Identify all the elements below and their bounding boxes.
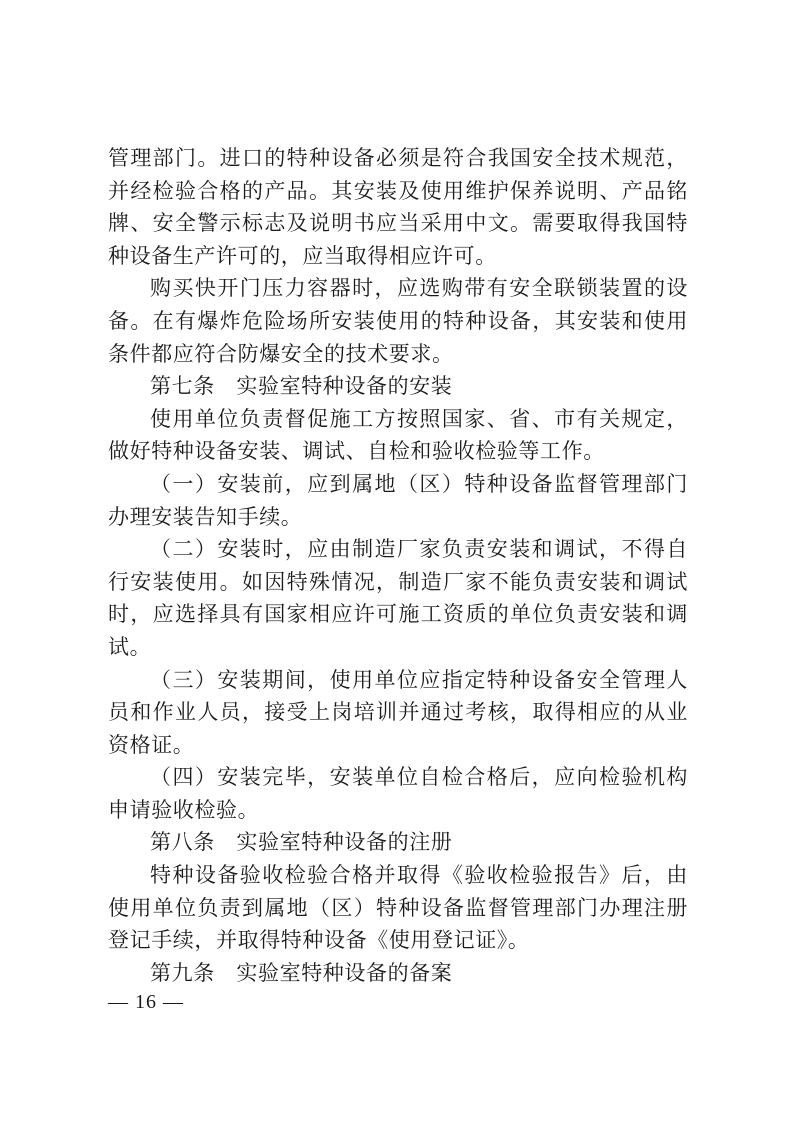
article-7-item-4: （四）安装完毕，安装单位自检合格后，应向检验机构申请验收检验。 [108,765,688,822]
article-7-item-3: （三）安装期间，使用单位应指定特种设备安全管理人员和作业人员，接受上岗培训并通过考核，取得相应的从业资格证。 [108,667,688,757]
paragraph-continuation: 管理部门。进口的特种设备必须是符合我国安全技术规范，并经检验合格的产品。其安装及使用维护保养说明、产品铭牌、安全警示标志及说明书应当采用中文。需要取得我国特种设备生产许可的，应当取得相应许可。 [108,146,688,268]
page-number: — 16 — [108,991,184,1013]
article-7-item-1: （一）安装前，应到属地（区）特种设备监督管理部门办理安装告知手续。 [108,471,688,529]
article-9-heading: 第九条 实验室特种设备的备案 [150,960,453,985]
article-7-item-2: （二）安装时，应由制造厂家负责安装和调试，不得自行安装使用。如因特殊情况，制造厂家不能负责安装和调试时，应选择具有国家相应许可施工资质的单位负责安装和调试。 [108,537,688,659]
article-8-body: 特种设备验收检验合格并取得《验收检验报告》后，由使用单位负责到属地（区）特种设备监督管理部门办理注册登记手续，并取得特种设备《使用登记证》。 [108,863,688,953]
article-7-heading: 第七条 实验室特种设备的安装 [150,374,453,399]
article-7-intro: 使用单位负责督促施工方按照国家、省、市有关规定，做好特种设备安装、调试、自检和验收检验等工作。 [108,406,688,464]
paragraph-pressure-vessel: 购买快开门压力容器时，应选购带有安全联锁装置的设备。在有爆炸危险场所安装使用的特种设备，其安装和使用条件都应符合防爆安全的技术要求。 [108,276,688,366]
body-text [108,142,688,989]
article-8-heading: 第八条 实验室特种设备的注册 [150,830,453,855]
